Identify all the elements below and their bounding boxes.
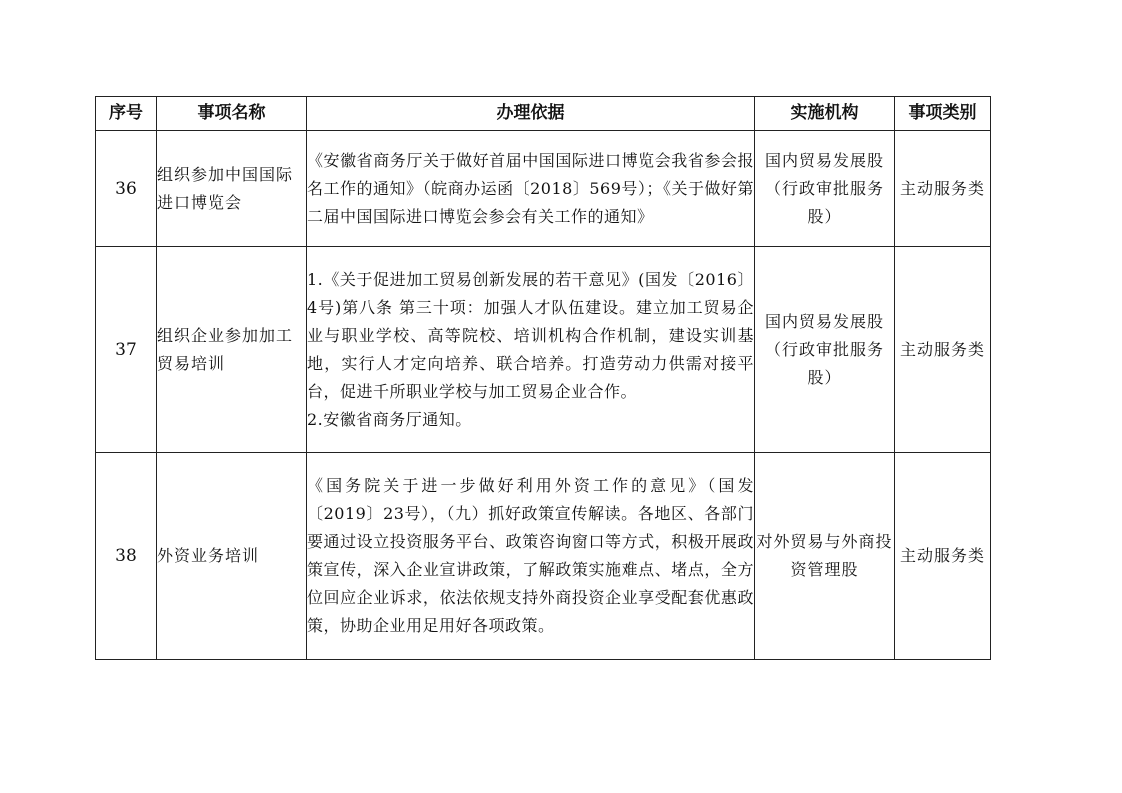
row-org: 国内贸易发展股（行政审批服务股） — [755, 247, 895, 453]
header-no: 序号 — [96, 97, 157, 131]
table-row — [96, 247, 991, 453]
service-items-table — [95, 96, 991, 660]
row-category: 主动服务类 — [895, 453, 991, 660]
row-category: 主动服务类 — [895, 131, 991, 247]
row-basis: 《国务院关于进一步做好利用外资工作的意见》（国发〔2019〕23号），（九）抓好政策宣传解读。各地区、各部门要通过设立投资服务平台、政策咨询窗口等方式，积极开展政策宣传，深入企业宣讲政策，了解政策实施难点、堵点，全方位回应企业诉求，依法依规支持外商投资企业享受配套优惠政策，协助企业用足用好各项政策。 — [307, 453, 755, 660]
header-category: 事项类别 — [895, 97, 991, 131]
header-name: 事项名称 — [157, 97, 307, 131]
row-name: 组织企业参加加工贸易培训 — [157, 247, 307, 453]
basis-item-2: 2.安徽省商务厅通知。 — [307, 409, 472, 429]
table-row — [96, 131, 991, 247]
row-basis: 《安徽省商务厅关于做好首届中国国际进口博览会我省参会报名工作的通知》（皖商办运函〔2018〕569号）；《关于做好第二届中国国际进口博览会参会有关工作的通知》 — [307, 131, 755, 247]
row-org: 国内贸易发展股（行政审批服务股） — [755, 131, 895, 247]
table-row — [96, 453, 991, 660]
row-no: 37 — [96, 247, 157, 453]
row-basis — [307, 247, 755, 453]
table-header-row — [96, 97, 991, 131]
row-no: 38 — [96, 453, 157, 660]
row-org: 对外贸易与外商投资管理股 — [755, 453, 895, 660]
basis-item-1: 1.《关于促进加工贸易创新发展的若干意见》(国发〔2016〕4号)第八条 第三十项：加强人才队伍建设。建立加工贸易企业与职业学校、高等院校、培训机构合作机制，建设实训基地，实行人才定向培养、联合培养。打造劳动力供需对接平台，促进千所职业学校与加工贸易企业合作。 — [307, 269, 754, 401]
header-org: 实施机构 — [755, 97, 895, 131]
row-category: 主动服务类 — [895, 247, 991, 453]
row-no: 36 — [96, 131, 157, 247]
row-name: 组织参加中国国际进口博览会 — [157, 131, 307, 247]
row-name: 外资业务培训 — [157, 453, 307, 660]
header-basis: 办理依据 — [307, 97, 755, 131]
